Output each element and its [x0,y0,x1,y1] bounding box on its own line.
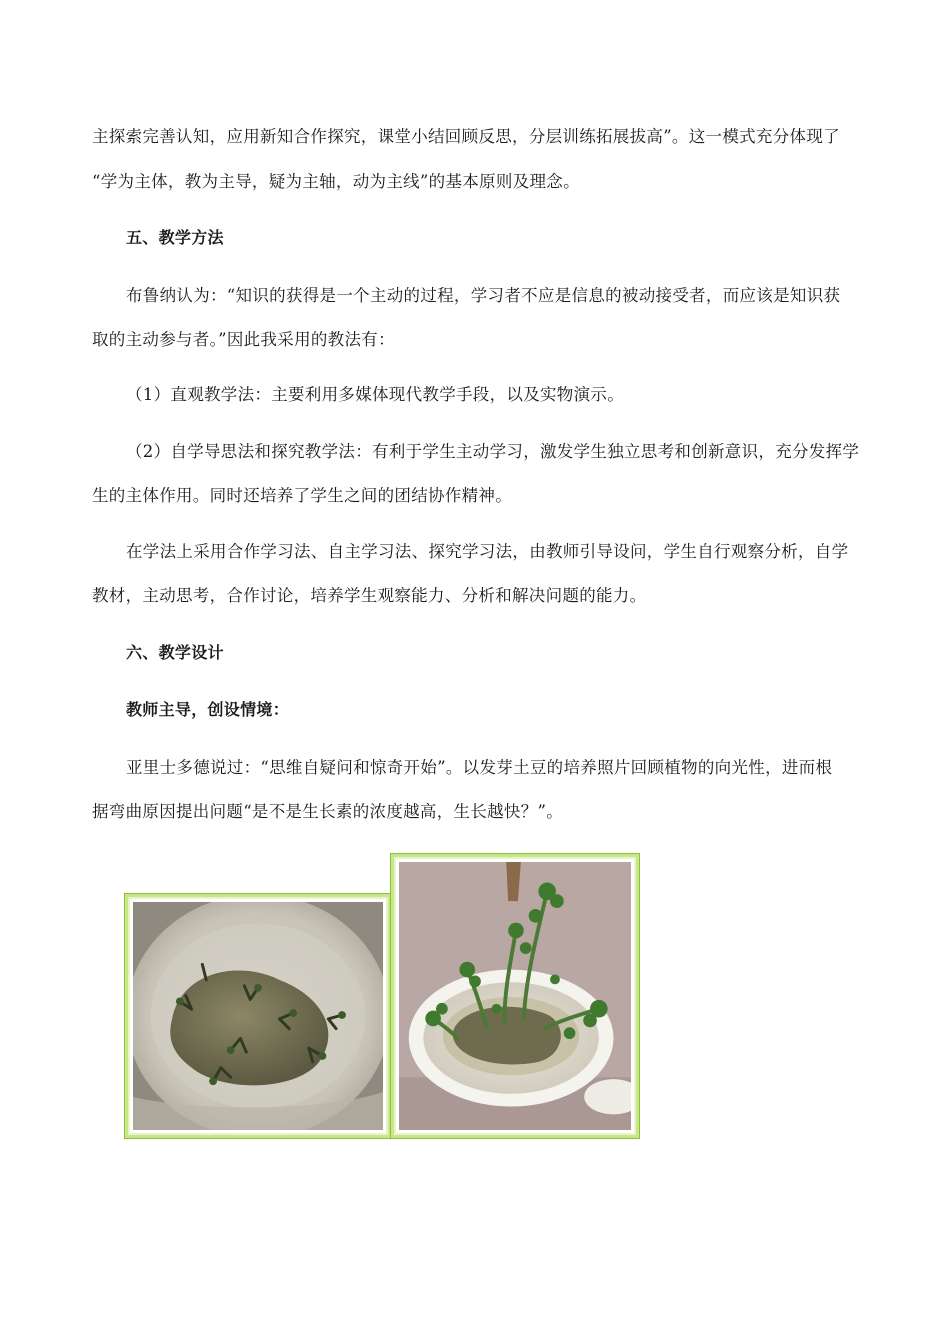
paragraph-6-line-2: 据弯曲原因提出问题“是不是生长素的浓度越高，生长越快？”。 [92,802,564,821]
paragraph-1-line-1: 主探索完善认知，应用新知合作探究，课堂小结回顾反思，分层训练拓展拔高”。这一模式充分体现了 [92,127,840,146]
potato-sprout-image-1 [133,902,383,1130]
potato-photo-right [390,853,640,1139]
paragraph-4-line-2: 生的主体作用。同时还培养了学生之间的团结协作精神。 [92,486,512,505]
paragraph-5-line-1: 在学法上采用合作学习法、自主学习法、探究学习法，由教师引导设问，学生自行观察分析，自学 [126,542,849,561]
potato-photo-left [124,893,392,1139]
paragraph-2-line-1: 布鲁纳认为：“知识的获得是一个主动的过程，学习者不应是信息的被动接受者，而应该是知识获 [126,286,841,305]
section-heading-teaching-methods: 五、教学方法 [126,228,224,247]
paragraph-1-line-2: “学为主体，教为主导，疑为主轴，动为主线”的基本原则及理念。 [92,172,580,191]
paragraph-4-line-1: （2）自学导思法和探究教学法：有利于学生主动学习，激发学生独立思考和创新意识，充分发挥学 [126,442,860,461]
potato-sprout-image-2 [399,862,631,1130]
subheading-teacher-led: 教师主导，创设情境： [126,700,290,719]
paragraph-3: （1）直观教学法：主要利用多媒体现代教学手段，以及实物演示。 [126,385,624,404]
section-heading-teaching-design: 六、教学设计 [126,643,224,662]
paragraph-6-line-1: 亚里士多德说过：“思维自疑问和惊奇开始”。以发芽土豆的培养照片回顾植物的向光性，进而根 [126,758,833,777]
paragraph-2-line-2: 取的主动参与者。”因此我采用的教法有： [92,330,395,349]
paragraph-5-line-2: 教材，主动思考，合作讨论，培养学生观察能力、分析和解决问题的能力。 [92,586,647,605]
